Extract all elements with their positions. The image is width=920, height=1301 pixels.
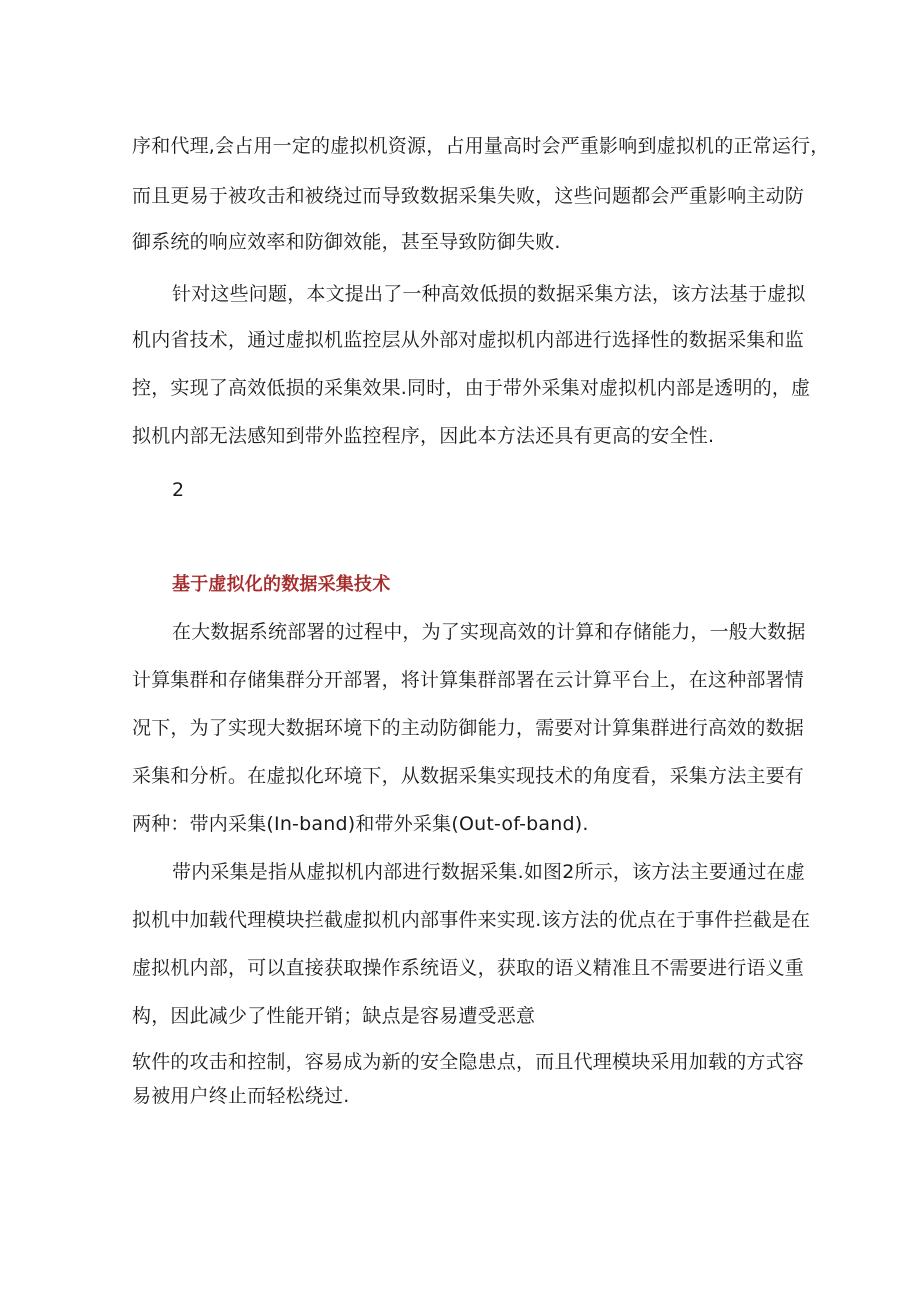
paragraph-line: 针对这些问题，本文提出了一种高效低损的数据采集方法，该方法基于虚拟 [172, 283, 806, 305]
paragraph-line: 况下，为了实现大数据环境下的主动防御能力，需要对计算集群进行高效的数据 [132, 717, 805, 739]
paragraph-line: 采集和分析。在虚拟化环境下，从数据采集实现技术的角度看，采集方法主要有 [132, 765, 805, 787]
paragraph-line: 易被用户终止而轻松绕过. [132, 1085, 350, 1107]
paragraph-line: 御系统的响应效率和防御效能，甚至导致防御失败. [132, 231, 561, 253]
paragraph-line: 虚拟机内部，可以直接获取操作系统语义，获取的语义精准且不需要进行语义重 [132, 957, 805, 979]
section-title: 基于虚拟化的数据采集技术 [172, 574, 391, 595]
section-number: 2 [172, 479, 185, 501]
paragraph-line: 拟机中加载代理模块拦截虚拟机内部事件来实现.该方法的优点在于事件拦截是在 [132, 909, 811, 931]
paragraph-line: 软件的攻击和控制，容易成为新的安全隐患点，而且代理模块采用加载的方式容 [132, 1051, 805, 1073]
paragraph-line: 拟机内部无法感知到带外监控程序，因此本方法还具有更高的安全性. [132, 425, 715, 447]
paragraph-line: 两种：带内采集(In-band)和带外采集(Out-of-band). [132, 813, 589, 835]
paragraph-line: 计算集群和存储集群分开部署，将计算集群部署在云计算平台上，在这种部署情 [132, 669, 805, 691]
paragraph-line: 控，实现了高效低损的采集效果.同时，由于带外采集对虚拟机内部是透明的，虚 [132, 377, 811, 399]
paragraph-line: 构，因此减少了性能开销；缺点是容易遭受恶意 [132, 1005, 536, 1027]
paragraph-line: 序和代理,会占用一定的虚拟机资源，占用量高时会严重影响到虚拟机的正常运行， [132, 135, 830, 157]
paragraph-line: 机内省技术，通过虚拟机监控层从外部对虚拟机内部进行选择性的数据采集和监 [132, 329, 805, 351]
paragraph-line: 带内采集是指从虚拟机内部进行数据采集.如图2所示，该方法主要通过在虚 [172, 861, 805, 883]
paragraph-line: 在大数据系统部署的过程中，为了实现高效的计算和存储能力，一般大数据 [172, 621, 806, 643]
paragraph-line: 而且更易于被攻击和被绕过而导致数据采集失败，这些问题都会严重影响主动防 [132, 185, 805, 207]
